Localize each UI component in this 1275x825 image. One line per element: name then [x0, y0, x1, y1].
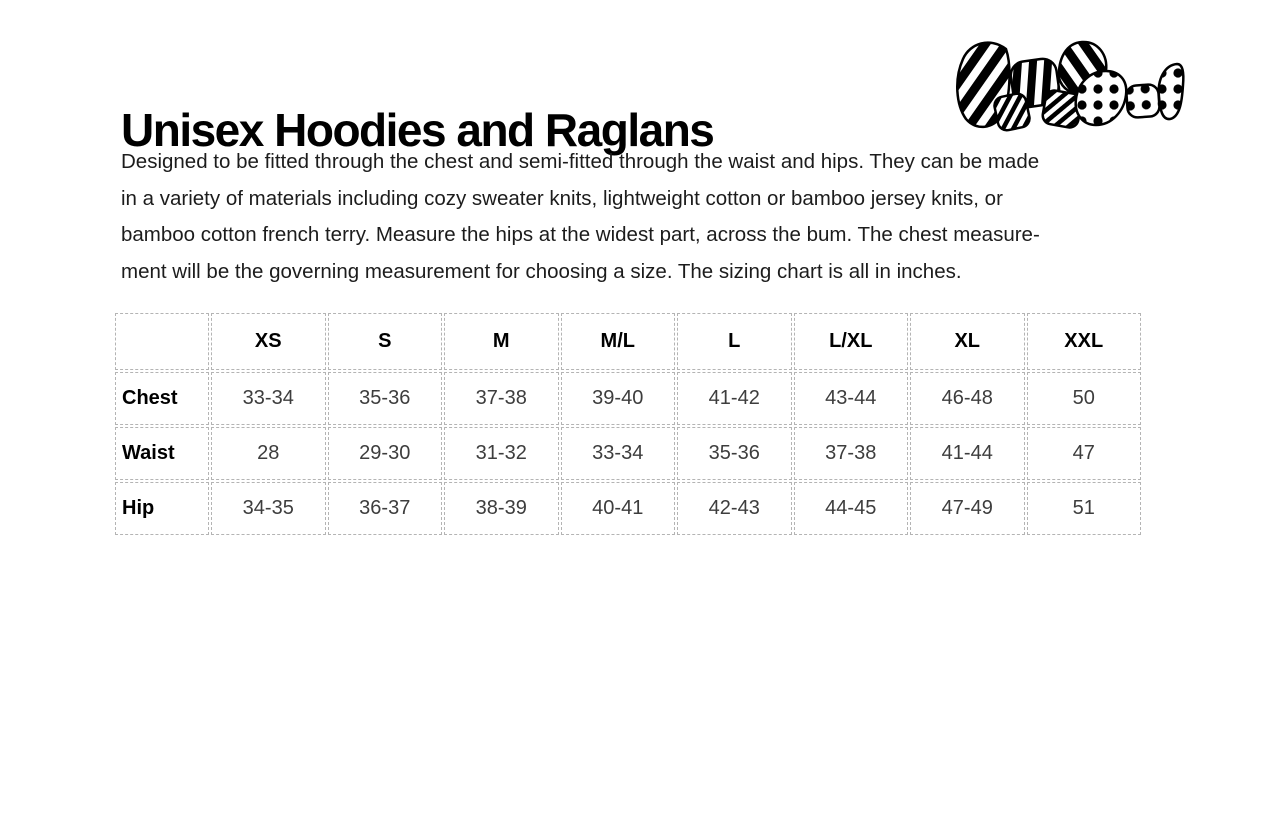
measurement-value: 50	[1027, 372, 1142, 425]
measurement-value: 41-42	[677, 372, 792, 425]
size-chart-row	[115, 372, 1141, 425]
size-column-header: L/XL	[794, 313, 909, 370]
measurement-value: 44-45	[794, 482, 909, 535]
measurement-value: 38-39	[444, 482, 559, 535]
bow-ties-logo	[946, 33, 1186, 133]
size-column-header: XXL	[1027, 313, 1142, 370]
measurement-value: 43-44	[794, 372, 909, 425]
measurement-value: 37-38	[794, 427, 909, 480]
intro-line: in a variety of materials including cozy sweater knits, lightweight cotton or bamboo jersey knits, or	[121, 186, 1003, 210]
measurement-value: 34-35	[211, 482, 326, 535]
measurement-value: 31-32	[444, 427, 559, 480]
measurement-value: 37-38	[444, 372, 559, 425]
intro-line: bamboo cotton french terry. Measure the hips at the widest part, across the bum. The chest measure-	[121, 223, 1040, 246]
size-chart-body	[115, 372, 1141, 535]
size-column-header: L	[677, 313, 792, 370]
size-chart-table	[113, 311, 1143, 537]
size-chart-head	[115, 313, 1141, 370]
intro-paragraph	[121, 144, 1181, 290]
measurement-value: 36-37	[328, 482, 443, 535]
measurement-value: 46-48	[910, 372, 1025, 425]
measurement-value: 35-36	[328, 372, 443, 425]
measurement-value: 29-30	[328, 427, 443, 480]
size-chart-corner-cell	[115, 313, 209, 370]
measurement-value: 35-36	[677, 427, 792, 480]
size-chart-row	[115, 427, 1141, 480]
size-column-header: M	[444, 313, 559, 370]
size-column-header: S	[328, 313, 443, 370]
measurement-label: Chest	[115, 372, 209, 425]
measurement-label: Waist	[115, 427, 209, 480]
measurement-value: 33-34	[211, 372, 326, 425]
measurement-value: 51	[1027, 482, 1142, 535]
page-title: Unisex Hoodies and Raglans	[121, 103, 714, 156]
size-chart-row	[115, 482, 1141, 535]
intro-line: ment will be the governing measurement for choosing a size. The sizing chart is all in inches.	[121, 259, 962, 283]
measurement-label: Hip	[115, 482, 209, 535]
measurement-value: 41-44	[910, 427, 1025, 480]
measurement-value: 33-34	[561, 427, 676, 480]
measurement-value: 47	[1027, 427, 1142, 480]
measurement-value: 42-43	[677, 482, 792, 535]
bowtie-shapes	[957, 42, 1183, 132]
measurement-value: 39-40	[561, 372, 676, 425]
size-column-header: M/L	[561, 313, 676, 370]
measurement-value: 40-41	[561, 482, 676, 535]
size-column-header: XL	[910, 313, 1025, 370]
measurement-value: 47-49	[910, 482, 1025, 535]
intro-line: Designed to be fitted through the chest and semi-fitted through the waist and hips. They can be made	[121, 150, 1040, 173]
size-column-header: XS	[211, 313, 326, 370]
size-chart-header-row	[115, 313, 1141, 370]
measurement-value: 28	[211, 427, 326, 480]
